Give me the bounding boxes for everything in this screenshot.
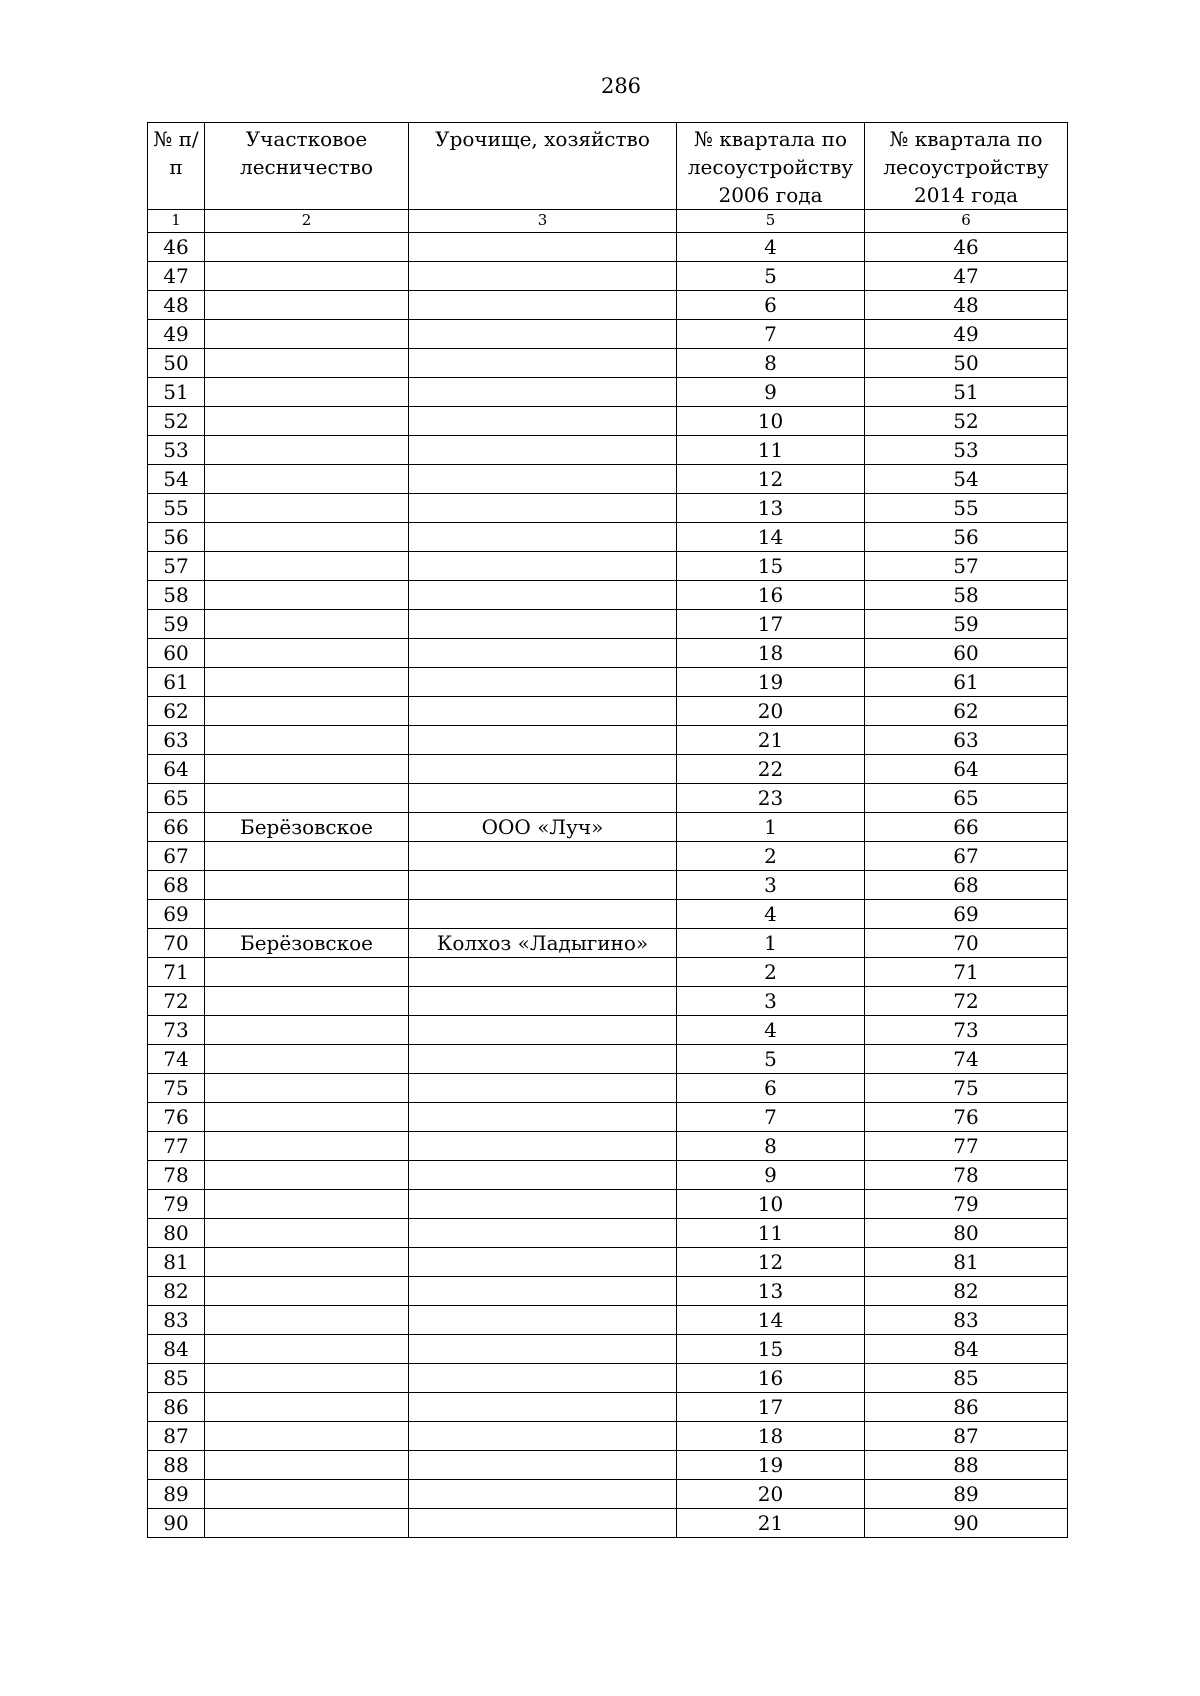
cell-quarter-2006: 4: [677, 900, 865, 929]
cell-tract: [409, 581, 677, 610]
cell-tract: [409, 436, 677, 465]
table-row: [148, 1509, 1068, 1538]
cell-quarter-2006: 13: [677, 494, 865, 523]
cell-forestry: [205, 1161, 409, 1190]
header-row: [148, 123, 1068, 210]
cell-quarter-2006: 17: [677, 1393, 865, 1422]
cell-quarter-2006: 5: [677, 262, 865, 291]
cell-quarter-2014: 67: [865, 842, 1068, 871]
cell-row-number: 78: [148, 1161, 205, 1190]
cell-forestry: [205, 784, 409, 813]
cell-quarter-2014: 83: [865, 1306, 1068, 1335]
cell-quarter-2014: 89: [865, 1480, 1068, 1509]
table-row: [148, 1393, 1068, 1422]
cell-quarter-2014: 50: [865, 349, 1068, 378]
table-row: [148, 1016, 1068, 1045]
cell-forestry: [205, 1277, 409, 1306]
cell-quarter-2006: 15: [677, 552, 865, 581]
cell-quarter-2006: 12: [677, 1248, 865, 1277]
cell-quarter-2006: 17: [677, 610, 865, 639]
table-row: [148, 1103, 1068, 1132]
cell-tract: [409, 668, 677, 697]
cell-tract: [409, 291, 677, 320]
cell-tract: [409, 262, 677, 291]
cell-tract: [409, 349, 677, 378]
cell-quarter-2006: 7: [677, 320, 865, 349]
table-row: [148, 523, 1068, 552]
cell-quarter-2006: 2: [677, 958, 865, 987]
cell-row-number: 64: [148, 755, 205, 784]
cell-tract: [409, 1451, 677, 1480]
cell-quarter-2006: 4: [677, 1016, 865, 1045]
cell-forestry: [205, 668, 409, 697]
cell-quarter-2014: 71: [865, 958, 1068, 987]
cell-row-number: 88: [148, 1451, 205, 1480]
cell-quarter-2014: 52: [865, 407, 1068, 436]
cell-tract: [409, 1277, 677, 1306]
table-row: [148, 1335, 1068, 1364]
cell-row-number: 81: [148, 1248, 205, 1277]
cell-tract: [409, 1509, 677, 1538]
cell-quarter-2014: 81: [865, 1248, 1068, 1277]
cell-forestry: [205, 1132, 409, 1161]
cell-tract: [409, 639, 677, 668]
cell-quarter-2006: 10: [677, 1190, 865, 1219]
table-row: [148, 494, 1068, 523]
table-row: [148, 349, 1068, 378]
table-row: [148, 378, 1068, 407]
cell-tract: [409, 1016, 677, 1045]
cell-tract: [409, 1161, 677, 1190]
cell-tract: [409, 378, 677, 407]
cell-quarter-2014: 87: [865, 1422, 1068, 1451]
cell-quarter-2014: 61: [865, 668, 1068, 697]
cell-row-number: 57: [148, 552, 205, 581]
cell-forestry: [205, 1248, 409, 1277]
cell-row-number: 75: [148, 1074, 205, 1103]
cell-tract: ООО «Луч»: [409, 813, 677, 842]
cell-tract: [409, 1335, 677, 1364]
cell-quarter-2006: 1: [677, 813, 865, 842]
cell-quarter-2006: 2: [677, 842, 865, 871]
cell-quarter-2014: 46: [865, 233, 1068, 262]
column-number-row: [148, 210, 1068, 233]
header-tract: Урочище, хозяйство: [409, 123, 677, 210]
table-row: [148, 291, 1068, 320]
cell-forestry: [205, 639, 409, 668]
cell-tract: [409, 784, 677, 813]
cell-tract: [409, 1219, 677, 1248]
cell-row-number: 90: [148, 1509, 205, 1538]
cell-quarter-2014: 59: [865, 610, 1068, 639]
table-row: [148, 668, 1068, 697]
cell-quarter-2014: 64: [865, 755, 1068, 784]
cell-row-number: 89: [148, 1480, 205, 1509]
cell-quarter-2006: 11: [677, 1219, 865, 1248]
cell-row-number: 72: [148, 987, 205, 1016]
cell-forestry: [205, 436, 409, 465]
cell-row-number: 68: [148, 871, 205, 900]
cell-forestry: [205, 1393, 409, 1422]
cell-quarter-2014: 86: [865, 1393, 1068, 1422]
cell-quarter-2014: 69: [865, 900, 1068, 929]
cell-forestry: [205, 320, 409, 349]
header-quarter-2014: № квартала по лесоустройству 2014 года: [865, 123, 1068, 210]
cell-quarter-2006: 3: [677, 987, 865, 1016]
table-row: [148, 900, 1068, 929]
cell-tract: [409, 1103, 677, 1132]
table-row: [148, 1248, 1068, 1277]
cell-quarter-2014: 80: [865, 1219, 1068, 1248]
cell-row-number: 51: [148, 378, 205, 407]
cell-row-number: 55: [148, 494, 205, 523]
cell-forestry: [205, 1364, 409, 1393]
cell-row-number: 59: [148, 610, 205, 639]
cell-row-number: 74: [148, 1045, 205, 1074]
cell-row-number: 46: [148, 233, 205, 262]
cell-quarter-2006: 21: [677, 1509, 865, 1538]
cell-forestry: [205, 1306, 409, 1335]
cell-quarter-2014: 60: [865, 639, 1068, 668]
table-row: [148, 1161, 1068, 1190]
cell-row-number: 66: [148, 813, 205, 842]
cell-quarter-2006: 13: [677, 1277, 865, 1306]
cell-forestry: [205, 1103, 409, 1132]
cell-forestry: [205, 1074, 409, 1103]
column-number: 2: [205, 210, 409, 233]
cell-quarter-2006: 9: [677, 378, 865, 407]
table-row: [148, 407, 1068, 436]
cell-forestry: [205, 1480, 409, 1509]
cell-forestry: [205, 610, 409, 639]
cell-forestry: [205, 1016, 409, 1045]
cell-quarter-2006: 8: [677, 1132, 865, 1161]
cell-row-number: 69: [148, 900, 205, 929]
cell-row-number: 50: [148, 349, 205, 378]
cell-forestry: Берёзовское: [205, 929, 409, 958]
cell-row-number: 79: [148, 1190, 205, 1219]
cell-forestry: [205, 871, 409, 900]
cell-quarter-2006: 14: [677, 523, 865, 552]
cell-row-number: 84: [148, 1335, 205, 1364]
cell-quarter-2006: 14: [677, 1306, 865, 1335]
cell-row-number: 85: [148, 1364, 205, 1393]
table-row: [148, 1480, 1068, 1509]
cell-tract: [409, 1422, 677, 1451]
table-row: [148, 755, 1068, 784]
cell-forestry: [205, 552, 409, 581]
cell-quarter-2014: 54: [865, 465, 1068, 494]
cell-row-number: 73: [148, 1016, 205, 1045]
table-row: [148, 1074, 1068, 1103]
cell-tract: [409, 1132, 677, 1161]
cell-forestry: [205, 1335, 409, 1364]
table-row: [148, 987, 1068, 1016]
cell-quarter-2014: 63: [865, 726, 1068, 755]
cell-forestry: Берёзовское: [205, 813, 409, 842]
cell-tract: [409, 1190, 677, 1219]
cell-tract: [409, 407, 677, 436]
cell-forestry: [205, 842, 409, 871]
cell-row-number: 82: [148, 1277, 205, 1306]
cell-tract: [409, 1045, 677, 1074]
cell-tract: [409, 842, 677, 871]
cell-forestry: [205, 262, 409, 291]
cell-quarter-2014: 82: [865, 1277, 1068, 1306]
column-number: 1: [148, 210, 205, 233]
cell-quarter-2006: 7: [677, 1103, 865, 1132]
cell-quarter-2006: 12: [677, 465, 865, 494]
cell-row-number: 49: [148, 320, 205, 349]
table-row: [148, 726, 1068, 755]
cell-quarter-2014: 84: [865, 1335, 1068, 1364]
cell-forestry: [205, 233, 409, 262]
cell-forestry: [205, 1451, 409, 1480]
cell-quarter-2014: 78: [865, 1161, 1068, 1190]
cell-forestry: [205, 291, 409, 320]
quarters-table: [147, 122, 1068, 1538]
cell-tract: [409, 1074, 677, 1103]
cell-quarter-2006: 10: [677, 407, 865, 436]
cell-forestry: [205, 494, 409, 523]
cell-quarter-2014: 88: [865, 1451, 1068, 1480]
cell-row-number: 61: [148, 668, 205, 697]
cell-tract: [409, 465, 677, 494]
cell-quarter-2014: 65: [865, 784, 1068, 813]
cell-quarter-2014: 75: [865, 1074, 1068, 1103]
cell-tract: [409, 610, 677, 639]
cell-forestry: [205, 407, 409, 436]
table-row: [148, 320, 1068, 349]
cell-forestry: [205, 349, 409, 378]
cell-quarter-2006: 11: [677, 436, 865, 465]
header-quarter-2006: № квартала по лесоустройству 2006 года: [677, 123, 865, 210]
cell-quarter-2006: 3: [677, 871, 865, 900]
cell-row-number: 70: [148, 929, 205, 958]
cell-quarter-2006: 20: [677, 1480, 865, 1509]
cell-quarter-2006: 6: [677, 291, 865, 320]
cell-tract: [409, 958, 677, 987]
cell-forestry: [205, 581, 409, 610]
cell-quarter-2014: 76: [865, 1103, 1068, 1132]
cell-row-number: 56: [148, 523, 205, 552]
cell-quarter-2014: 57: [865, 552, 1068, 581]
cell-row-number: 65: [148, 784, 205, 813]
cell-row-number: 87: [148, 1422, 205, 1451]
cell-row-number: 58: [148, 581, 205, 610]
cell-row-number: 71: [148, 958, 205, 987]
table-row: [148, 871, 1068, 900]
cell-row-number: 63: [148, 726, 205, 755]
cell-tract: [409, 233, 677, 262]
table-row: [148, 784, 1068, 813]
cell-quarter-2014: 49: [865, 320, 1068, 349]
cell-row-number: 86: [148, 1393, 205, 1422]
cell-quarter-2006: 16: [677, 1364, 865, 1393]
cell-row-number: 54: [148, 465, 205, 494]
cell-quarter-2014: 58: [865, 581, 1068, 610]
column-number: 6: [865, 210, 1068, 233]
cell-tract: [409, 320, 677, 349]
cell-tract: [409, 755, 677, 784]
page-number: 286: [600, 74, 642, 98]
cell-tract: Колхоз «Ладыгино»: [409, 929, 677, 958]
cell-forestry: [205, 958, 409, 987]
cell-quarter-2014: 70: [865, 929, 1068, 958]
table-body: [148, 233, 1068, 1538]
table-row: [148, 465, 1068, 494]
cell-quarter-2014: 53: [865, 436, 1068, 465]
cell-quarter-2006: 18: [677, 639, 865, 668]
cell-quarter-2014: 74: [865, 1045, 1068, 1074]
cell-tract: [409, 494, 677, 523]
cell-quarter-2006: 8: [677, 349, 865, 378]
cell-quarter-2006: 22: [677, 755, 865, 784]
table-row: [148, 1277, 1068, 1306]
table-row: [148, 813, 1068, 842]
cell-tract: [409, 1306, 677, 1335]
cell-quarter-2006: 23: [677, 784, 865, 813]
cell-quarter-2014: 72: [865, 987, 1068, 1016]
table-row: [148, 610, 1068, 639]
cell-forestry: [205, 1045, 409, 1074]
column-number: 5: [677, 210, 865, 233]
cell-quarter-2014: 68: [865, 871, 1068, 900]
cell-row-number: 53: [148, 436, 205, 465]
cell-quarter-2006: 15: [677, 1335, 865, 1364]
header-forestry: Участковое лесничество: [205, 123, 409, 210]
cell-row-number: 60: [148, 639, 205, 668]
cell-quarter-2006: 5: [677, 1045, 865, 1074]
table-row: [148, 1364, 1068, 1393]
table-row: [148, 1190, 1068, 1219]
cell-quarter-2006: 21: [677, 726, 865, 755]
cell-quarter-2006: 4: [677, 233, 865, 262]
table-row: [148, 233, 1068, 262]
cell-tract: [409, 987, 677, 1016]
cell-quarter-2014: 62: [865, 697, 1068, 726]
cell-quarter-2014: 47: [865, 262, 1068, 291]
cell-quarter-2006: 20: [677, 697, 865, 726]
cell-forestry: [205, 1509, 409, 1538]
cell-quarter-2014: 56: [865, 523, 1068, 552]
cell-quarter-2006: 9: [677, 1161, 865, 1190]
header-row-number: № п/п: [148, 123, 205, 210]
cell-tract: [409, 523, 677, 552]
cell-forestry: [205, 755, 409, 784]
table-row: [148, 581, 1068, 610]
cell-tract: [409, 1248, 677, 1277]
cell-quarter-2014: 73: [865, 1016, 1068, 1045]
table-row: [148, 1306, 1068, 1335]
cell-row-number: 67: [148, 842, 205, 871]
table-row: [148, 1451, 1068, 1480]
cell-row-number: 47: [148, 262, 205, 291]
cell-row-number: 52: [148, 407, 205, 436]
cell-tract: [409, 697, 677, 726]
table-row: [148, 552, 1068, 581]
cell-tract: [409, 900, 677, 929]
cell-quarter-2014: 55: [865, 494, 1068, 523]
cell-quarter-2006: 16: [677, 581, 865, 610]
cell-forestry: [205, 987, 409, 1016]
cell-quarter-2014: 66: [865, 813, 1068, 842]
cell-forestry: [205, 697, 409, 726]
cell-forestry: [205, 465, 409, 494]
cell-row-number: 76: [148, 1103, 205, 1132]
table-row: [148, 842, 1068, 871]
cell-tract: [409, 726, 677, 755]
cell-forestry: [205, 1190, 409, 1219]
table-row: [148, 1045, 1068, 1074]
cell-tract: [409, 1393, 677, 1422]
cell-tract: [409, 552, 677, 581]
cell-row-number: 48: [148, 291, 205, 320]
cell-row-number: 77: [148, 1132, 205, 1161]
cell-quarter-2014: 77: [865, 1132, 1068, 1161]
cell-quarter-2014: 79: [865, 1190, 1068, 1219]
cell-forestry: [205, 726, 409, 755]
cell-forestry: [205, 523, 409, 552]
cell-row-number: 83: [148, 1306, 205, 1335]
table-row: [148, 1219, 1068, 1248]
cell-quarter-2006: 18: [677, 1422, 865, 1451]
cell-quarter-2006: 19: [677, 1451, 865, 1480]
cell-quarter-2006: 19: [677, 668, 865, 697]
table-row: [148, 1132, 1068, 1161]
cell-quarter-2014: 51: [865, 378, 1068, 407]
table-row: [148, 958, 1068, 987]
cell-quarter-2006: 1: [677, 929, 865, 958]
cell-quarter-2006: 6: [677, 1074, 865, 1103]
table-row: [148, 929, 1068, 958]
cell-forestry: [205, 378, 409, 407]
cell-tract: [409, 1480, 677, 1509]
cell-forestry: [205, 900, 409, 929]
cell-forestry: [205, 1219, 409, 1248]
cell-forestry: [205, 1422, 409, 1451]
table-row: [148, 436, 1068, 465]
table-row: [148, 1422, 1068, 1451]
cell-row-number: 80: [148, 1219, 205, 1248]
column-number: 3: [409, 210, 677, 233]
table-row: [148, 697, 1068, 726]
cell-quarter-2014: 48: [865, 291, 1068, 320]
cell-tract: [409, 1364, 677, 1393]
table-row: [148, 639, 1068, 668]
cell-quarter-2014: 85: [865, 1364, 1068, 1393]
cell-row-number: 62: [148, 697, 205, 726]
cell-quarter-2014: 90: [865, 1509, 1068, 1538]
table-row: [148, 262, 1068, 291]
cell-tract: [409, 871, 677, 900]
